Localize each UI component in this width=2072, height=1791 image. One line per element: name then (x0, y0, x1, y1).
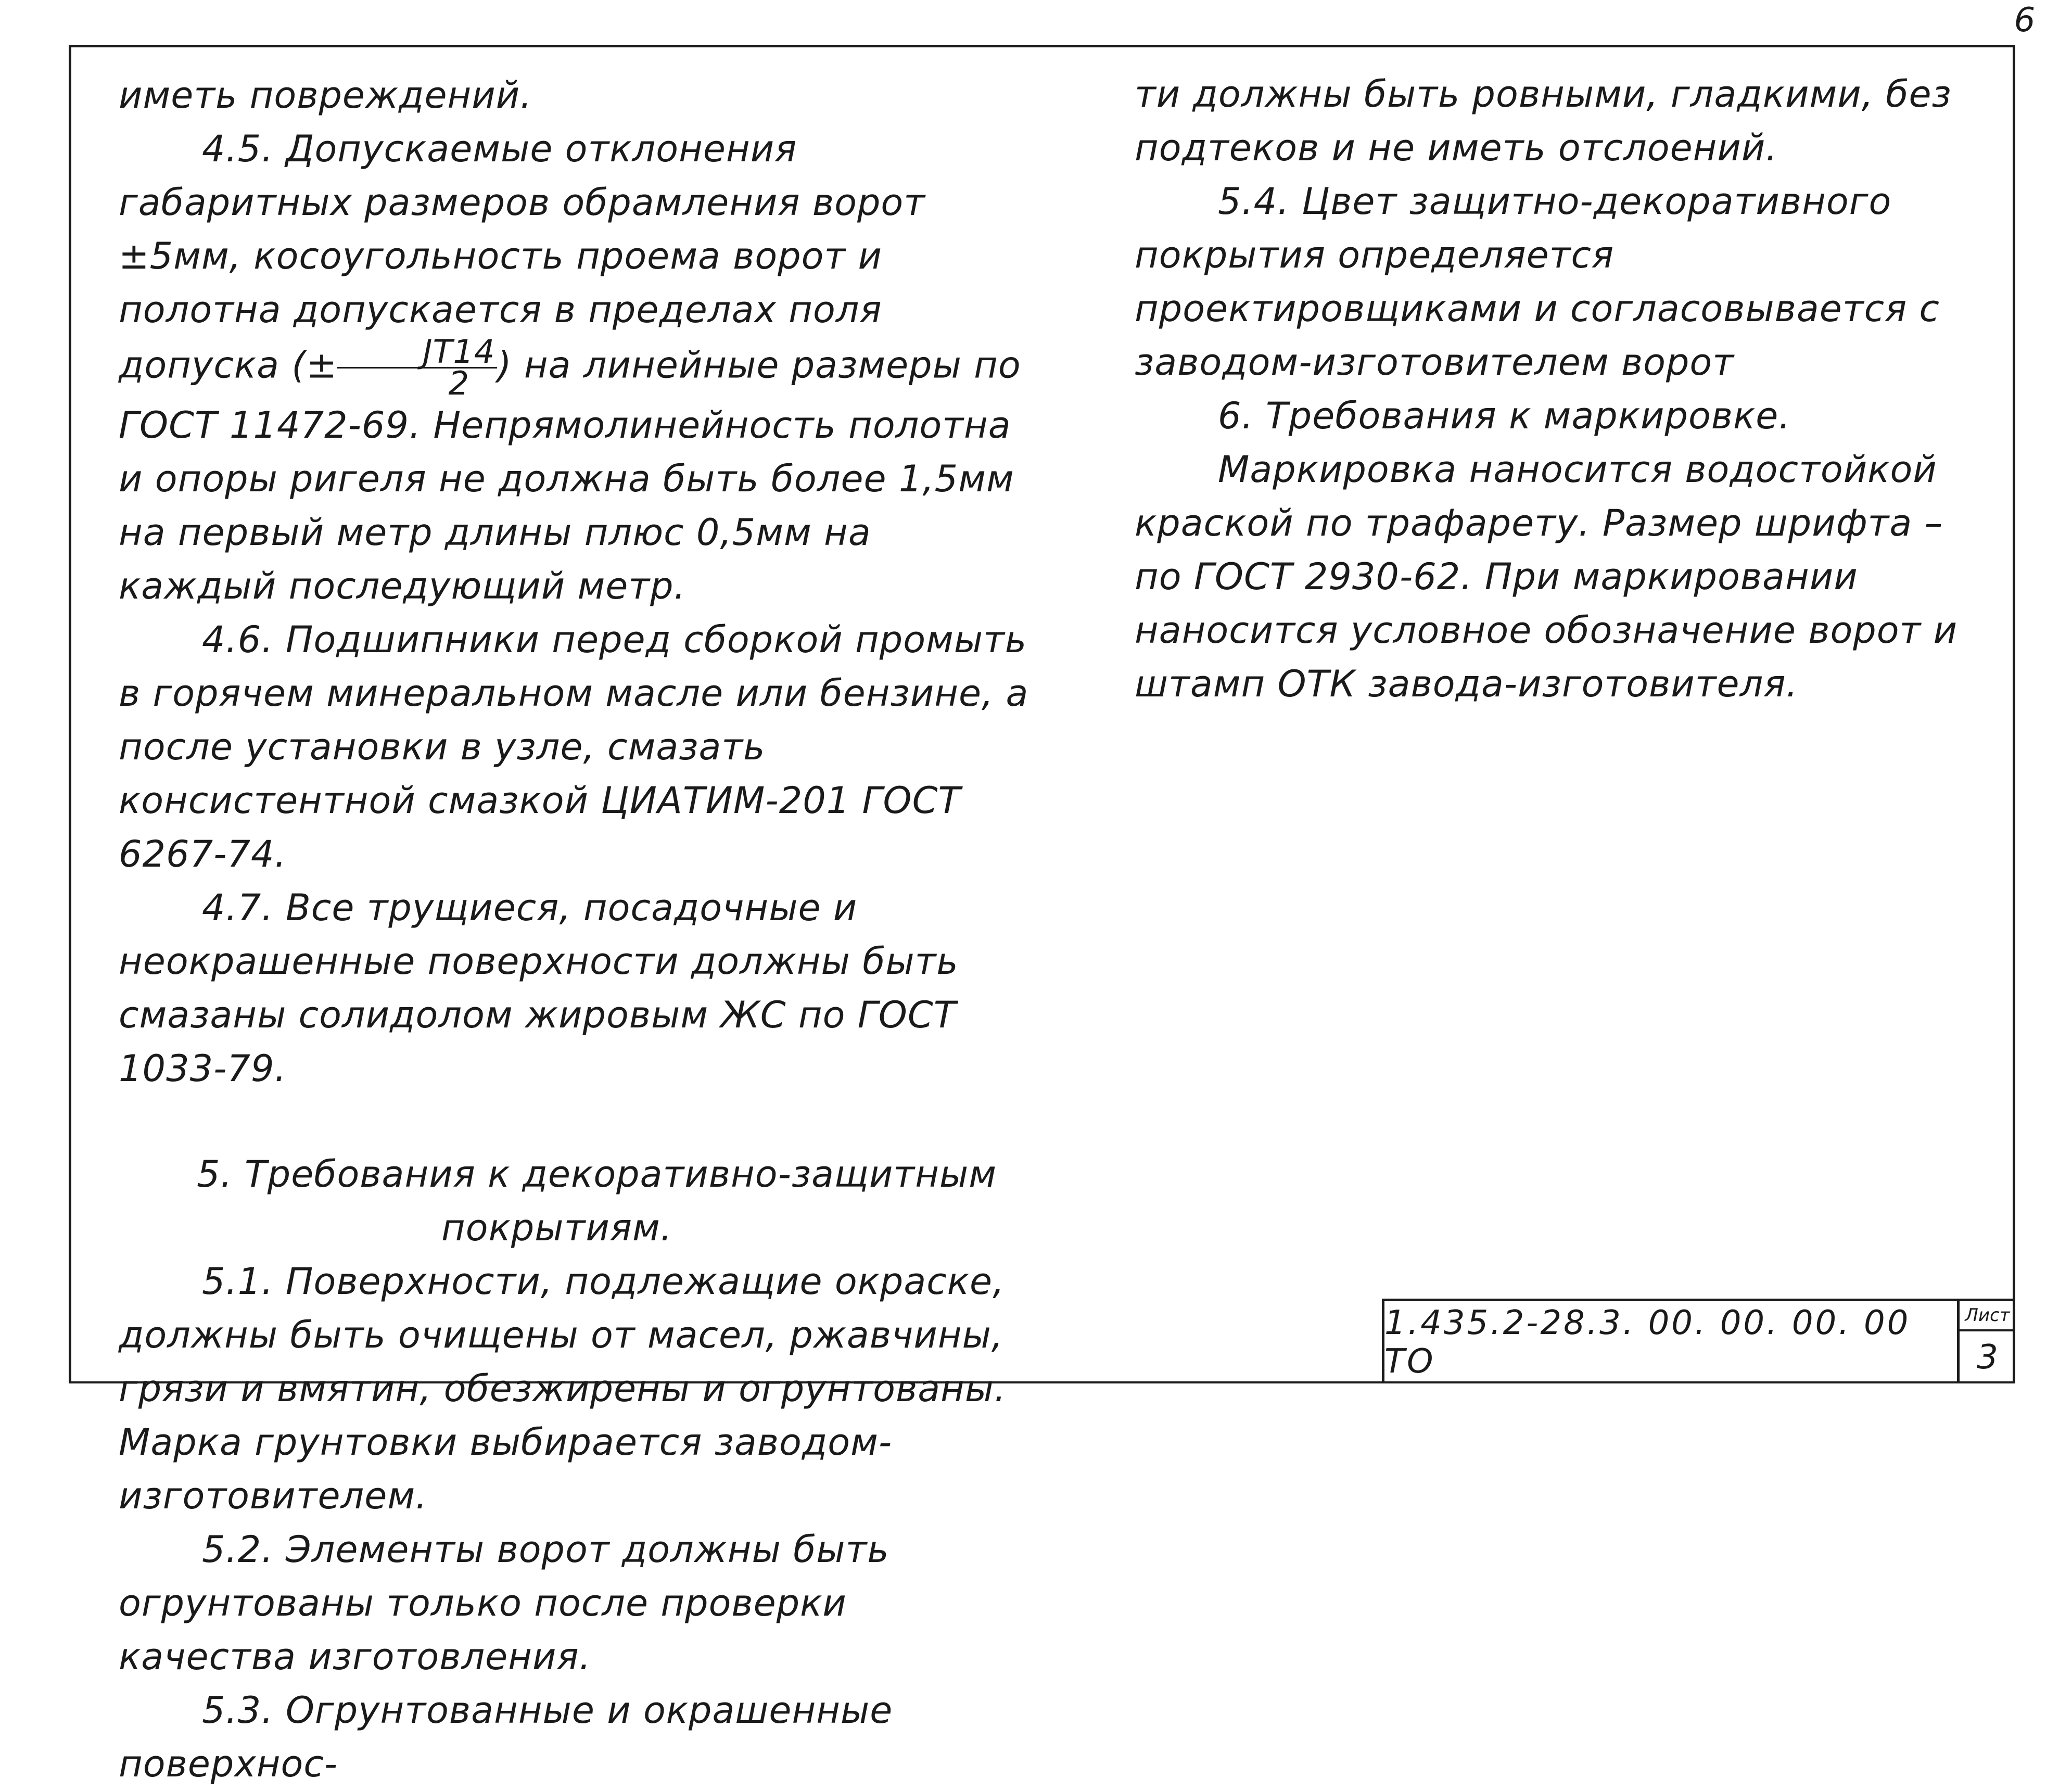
right-text-column (1135, 68, 1973, 711)
paragraph-4-6: 4.6. Подшипники перед сборкой промыть в горячем минеральном масле или бензине, а после установки в узле, смазать консистентной смазкой ЦИАТИМ-201 ГОСТ 6267-74. (119, 618, 1029, 875)
paragraph-4-5-text-b: ) на линейные размеры по ГОСТ 11472-69. Непрямолинейность полотна и опоры ригеля не должна быть более 1,5мм на первый метр длины плюс 0,5мм на каждый последующий метр. (119, 344, 1021, 607)
paragraph-4-5-text-a: 4.5. Допускаемые отклонения габаритных размеров обрамления ворот ±5мм, косоугольность проема ворот и полотна допускается в пределах поля допуска (± (119, 128, 926, 387)
section-5-heading (119, 1148, 1035, 1255)
section-5-heading-line2: покрытиям. (441, 1206, 673, 1249)
page-number: 6 (2014, 1, 2036, 40)
paragraph-4-5 (119, 122, 1035, 613)
paragraph-5-2: 5.2. Элементы ворот должны быть огрунтованы только после проверки качества изготовления. (119, 1528, 889, 1678)
section-5-heading-line1: 5. Требования к декоративно-защитным (197, 1153, 997, 1196)
section-6-heading: 6. Требования к маркировке. (1218, 395, 1791, 437)
tolerance-fraction (337, 333, 497, 402)
document-code: 1.435.2-28.3. 00. 00. 00. 00 ТО (1384, 1304, 1911, 1381)
paragraph-5-3-continued: ти должны быть ровными, гладкими, без подтеков и не иметь отслоений. (1135, 73, 1952, 169)
title-block (1382, 1299, 2015, 1383)
fraction-numerator: JT14 (337, 337, 497, 369)
paragraph-5-3: 5.3. Огрунтованные и окрашенные поверхнос- (119, 1689, 893, 1785)
paragraph-5-1: 5.1. Поверхности, подлежащие окраске, должны быть очищены от масел, ржавчины, грязи и вмятин, обезжирены и огрунтованы. Марка грунтовки выбирается заводом-изготовителем. (119, 1260, 1007, 1517)
fraction-denominator: 2 (448, 364, 470, 402)
paragraph-5-4: 5.4. Цвет защитно-декоративного покрытия определяется проектировщиками и согласовывается с заводом-изготовителем ворот (1135, 180, 1940, 384)
sheet-number: 3 (1977, 1338, 1998, 1377)
sheet-cell (1957, 1301, 2015, 1383)
paragraph-6: Маркировка наносится водостойкой краской по трафарету. Размер шрифта – по ГОСТ 2930-62. При маркировании наносится условное обозначение ворот и штамп ОТК завода-изготовителя. (1135, 448, 1958, 705)
paragraph-4-7: 4.7. Все трущиеся, посадочные и неокрашенные поверхности должны быть смазаны солидолом жировым ЖС по ГОСТ 1033-79. (119, 886, 959, 1090)
sheet-label: Лист (1960, 1301, 2015, 1331)
paragraph-continuation: иметь повреждений. (119, 74, 532, 117)
left-text-column (119, 69, 1035, 1791)
